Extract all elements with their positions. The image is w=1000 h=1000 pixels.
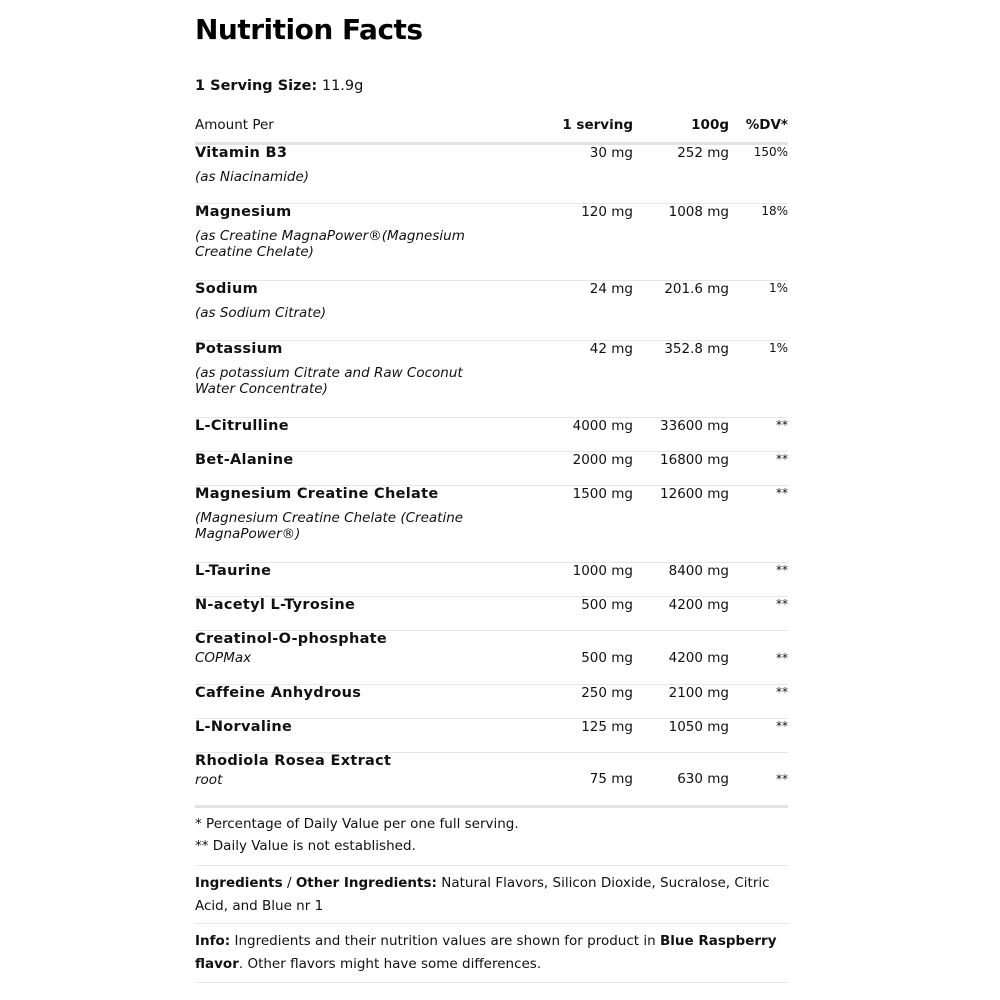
ingredient-cell <box>195 685 513 719</box>
amount-per-serving: 75 mg <box>513 753 633 807</box>
info-text-end: . Other flavors might have some differences. <box>238 956 542 972</box>
divider <box>195 923 788 924</box>
daily-value: ** <box>729 685 788 719</box>
amount-per-100g: 4200 mg <box>633 631 729 685</box>
amount-per-100g: 12600 mg <box>633 486 729 563</box>
ingredient-cell <box>195 631 513 685</box>
ingredient-source: (as Niacinamide) <box>195 169 310 185</box>
footnote-dv: * Percentage of Daily Value per one full serving. <box>195 816 519 832</box>
table-row <box>195 597 788 631</box>
amount-per-100g: 1008 mg <box>633 204 729 281</box>
header-100g: 100g <box>633 108 729 144</box>
amount-per-100g: 8400 mg <box>633 563 729 597</box>
info-text: Ingredients and their nutrition values are shown for product in <box>230 933 660 949</box>
ingredients-label: Ingredients <box>195 875 283 891</box>
amount-per-100g: 201.6 mg <box>633 281 729 341</box>
daily-value: 1% <box>729 341 788 418</box>
footnote-not-established: ** Daily Value is not established. <box>195 838 416 854</box>
daily-value: ** <box>729 418 788 452</box>
ingredient-cell <box>195 597 513 631</box>
amount-per-100g: 2100 mg <box>633 685 729 719</box>
ingredient-cell <box>195 281 513 341</box>
amount-per-100g: 352.8 mg <box>633 341 729 418</box>
amount-per-serving: 250 mg <box>513 685 633 719</box>
nutrition-table <box>195 108 788 808</box>
amount-per-serving: 42 mg <box>513 341 633 418</box>
ingredient-cell <box>195 452 513 486</box>
amount-per-100g: 4200 mg <box>633 597 729 631</box>
ingredient-name: Sodium <box>195 281 258 297</box>
header-serving: 1 serving <box>513 108 633 144</box>
page-title: Nutrition Facts <box>195 13 423 46</box>
ingredient-source: (as potassium Citrate and Raw Coconut Water Concentrate) <box>195 365 463 397</box>
daily-value: ** <box>729 486 788 563</box>
table-row <box>195 486 788 563</box>
ingredient-name: L-Citrulline <box>195 418 289 434</box>
table-row <box>195 144 788 204</box>
ingredient-cell <box>195 719 513 753</box>
amount-per-serving: 1500 mg <box>513 486 633 563</box>
amount-per-serving: 30 mg <box>513 144 633 204</box>
other-ingredients-label: Other Ingredients: <box>295 875 437 891</box>
amount-per-serving: 125 mg <box>513 719 633 753</box>
table-row <box>195 719 788 753</box>
ingredient-cell <box>195 753 513 807</box>
ingredient-source: (as Sodium Citrate) <box>195 305 327 321</box>
ingredient-cell <box>195 418 513 452</box>
ingredients-separator: / <box>282 875 296 891</box>
amount-per-serving: 500 mg <box>513 597 633 631</box>
table-row <box>195 418 788 452</box>
amount-per-serving: 4000 mg <box>513 418 633 452</box>
table-row <box>195 631 788 685</box>
serving-size <box>195 78 363 94</box>
amount-per-100g: 16800 mg <box>633 452 729 486</box>
ingredients-section <box>195 872 788 918</box>
ingredient-name: Rhodiola Rosea Extract <box>195 753 392 769</box>
table-row <box>195 753 788 807</box>
ingredient-source: COPMax <box>195 650 252 666</box>
daily-value: ** <box>729 631 788 685</box>
ingredient-name: Magnesium <box>195 204 292 220</box>
ingredient-name: N-acetyl L-Tyrosine <box>195 597 356 613</box>
table-row <box>195 563 788 597</box>
daily-value: ** <box>729 563 788 597</box>
amount-per-serving: 120 mg <box>513 204 633 281</box>
daily-value: 1% <box>729 281 788 341</box>
daily-value: 150% <box>729 144 788 204</box>
amount-per-100g: 630 mg <box>633 753 729 807</box>
table-row <box>195 685 788 719</box>
ingredient-name: Magnesium Creatine Chelate <box>195 486 439 502</box>
ingredient-source: (as Creatine MagnaPower®(Magnesium Creatine Chelate) <box>195 228 465 260</box>
serving-size-label: 1 Serving Size: <box>195 78 318 94</box>
amount-per-serving: 24 mg <box>513 281 633 341</box>
daily-value: ** <box>729 719 788 753</box>
amount-per-100g: 1050 mg <box>633 719 729 753</box>
daily-value: ** <box>729 753 788 807</box>
ingredient-name: Caffeine Anhydrous <box>195 685 362 701</box>
ingredient-name: L-Taurine <box>195 563 272 579</box>
ingredient-name: Creatinol-O-phosphate <box>195 631 388 647</box>
table-row <box>195 281 788 341</box>
amount-per-100g: 33600 mg <box>633 418 729 452</box>
header-dv: %DV* <box>729 108 788 144</box>
info-section <box>195 930 788 976</box>
ingredient-name: Vitamin B3 <box>195 145 288 161</box>
ingredients-text: Natural Flavors, Silicon Dioxide, Sucralose, Citric Acid, and Blue nr 1 <box>195 875 770 914</box>
info-label: Info: <box>195 933 231 949</box>
info-flavor: Blue Raspberry flavor <box>195 933 777 972</box>
ingredient-name: Bet-Alanine <box>195 452 294 468</box>
ingredient-source: root <box>195 772 223 788</box>
ingredient-cell <box>195 144 513 204</box>
table-row <box>195 341 788 418</box>
daily-value: ** <box>729 452 788 486</box>
table-header-row <box>195 108 788 144</box>
divider <box>195 865 788 866</box>
daily-value: 18% <box>729 204 788 281</box>
ingredient-cell <box>195 341 513 418</box>
ingredient-cell <box>195 204 513 281</box>
amount-per-serving: 2000 mg <box>513 452 633 486</box>
ingredient-cell <box>195 486 513 563</box>
amount-per-serving: 1000 mg <box>513 563 633 597</box>
ingredient-name: L-Norvaline <box>195 719 293 735</box>
footnotes <box>195 813 788 857</box>
amount-per-serving: 500 mg <box>513 631 633 685</box>
serving-size-value: 11.9g <box>321 78 364 94</box>
ingredient-name: Potassium <box>195 341 283 357</box>
table-row <box>195 452 788 486</box>
ingredient-cell <box>195 563 513 597</box>
divider <box>195 982 788 983</box>
header-amount-per: Amount Per <box>195 108 513 144</box>
table-row <box>195 204 788 281</box>
ingredient-source: (Magnesium Creatine Chelate (Creatine MagnaPower®) <box>195 510 464 542</box>
daily-value: ** <box>729 597 788 631</box>
amount-per-100g: 252 mg <box>633 144 729 204</box>
